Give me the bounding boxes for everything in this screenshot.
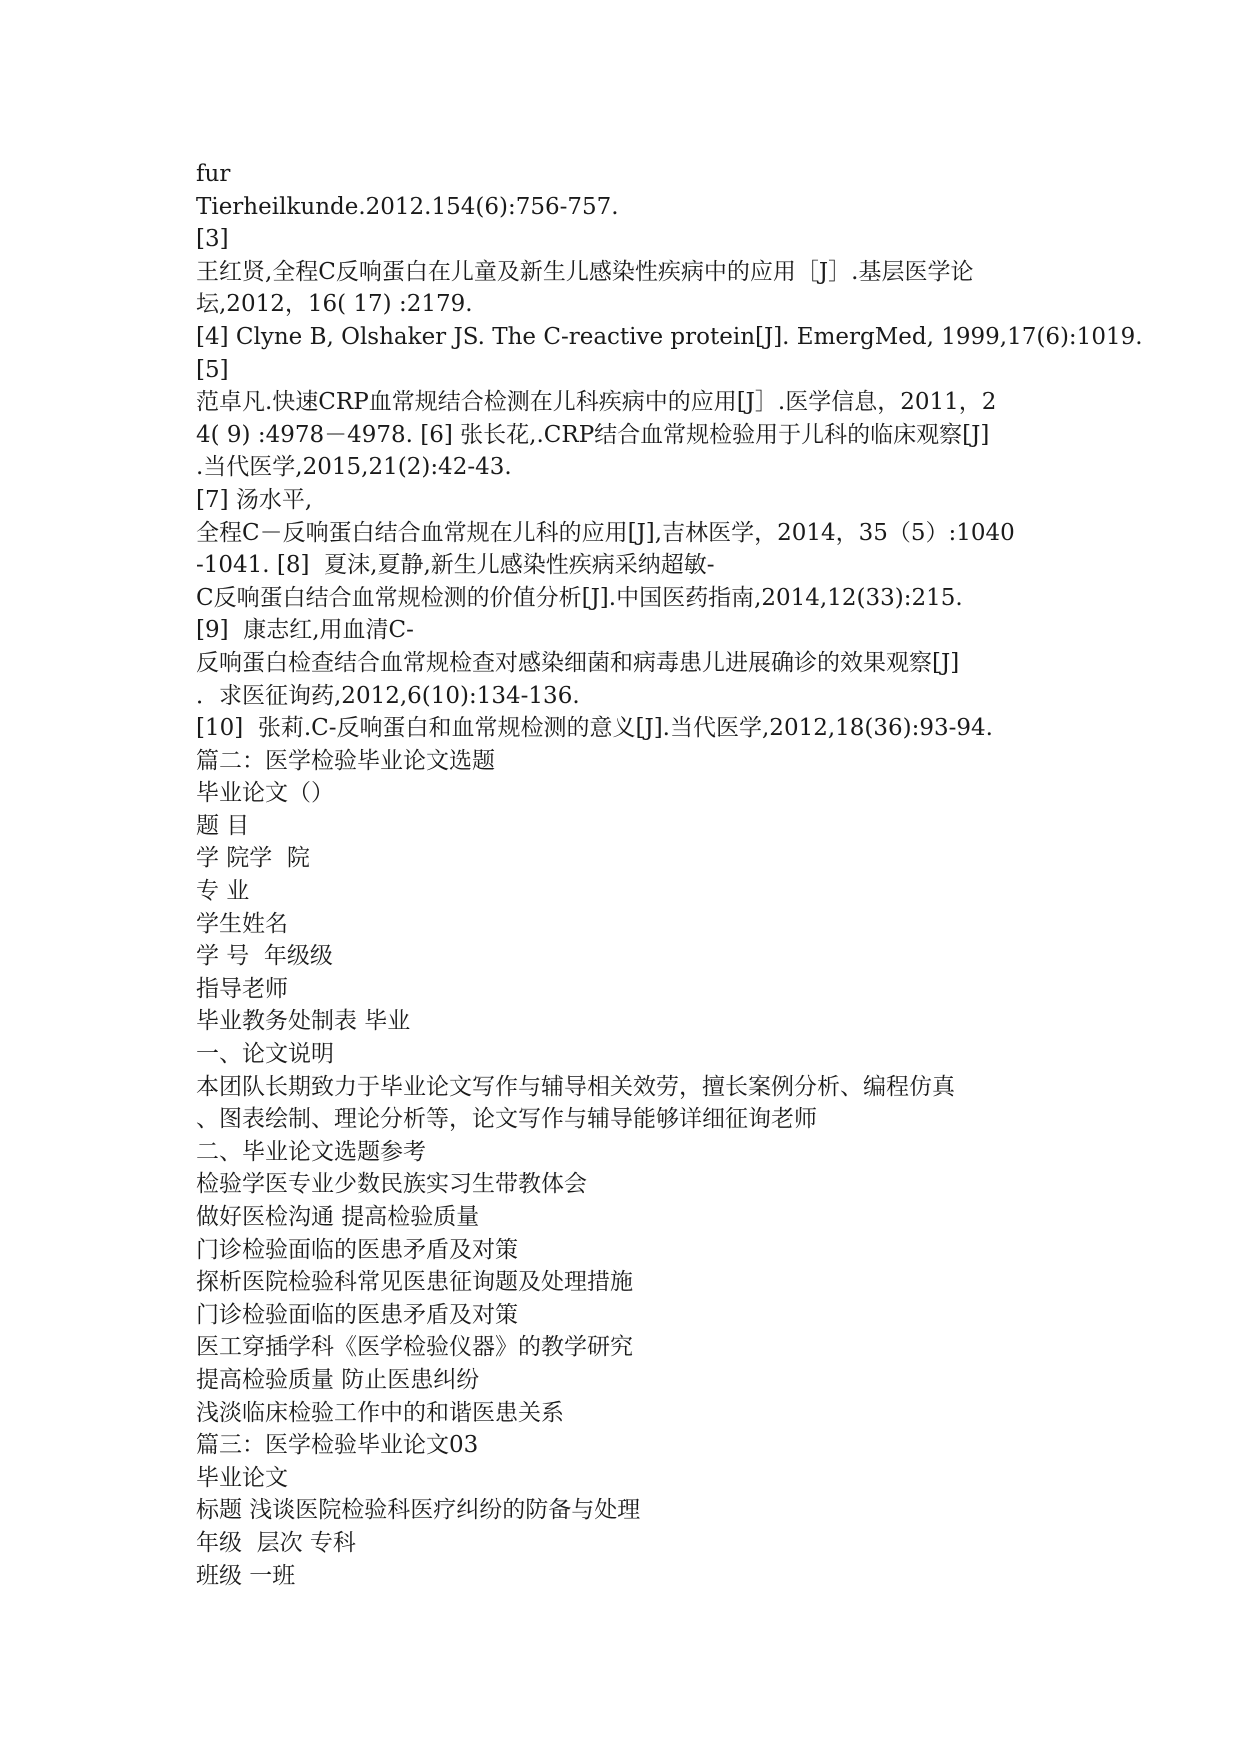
text-line: 学 号 年级级 — [196, 943, 333, 970]
text-line: .当代医学,2015,21(2):42-43. — [196, 454, 512, 481]
text-line: 坛,2012，16( 17) :2179. — [196, 291, 473, 318]
text-line: 探析医院检验科常见医患征询题及处理措施 — [196, 1269, 633, 1296]
text-line: [9] 康志红,用血清C- — [196, 617, 414, 644]
text-line: 做好医检沟通 提高检验质量 — [196, 1204, 480, 1230]
text-line: 浅淡临床检验工作中的和谐医患关系 — [196, 1399, 564, 1426]
text-line: [5] — [196, 356, 229, 383]
text-line: 本团队长期致力于毕业论文写作与辅导相关效劳，擅长案例分析、编程仿真 — [196, 1073, 955, 1100]
section-heading: 篇三：医学检验毕业论文03 — [196, 1432, 479, 1459]
text-line: [3] — [196, 226, 229, 253]
text-line: 学 院学 院 — [196, 845, 310, 872]
text-line: ．求医征询药,2012,6(10):134-136. — [196, 682, 580, 709]
text-line: 年级 层次 专科 — [196, 1529, 356, 1556]
text-line: 指导老师 — [196, 975, 288, 1002]
text-line: 反响蛋白检查结合血常规检查对感染细菌和病毒患儿进展确诊的效果观察[J] — [196, 649, 960, 676]
text-line: 毕业论文 — [196, 1464, 288, 1491]
text-line: [10] 张莉.C-反响蛋白和血常规检测的意义[J].当代医学,2012,18(36):93-94. — [196, 715, 993, 742]
text-line: 全程C－反响蛋白结合血常规在儿科的应用[J],吉林医学，2014，35（5）:1040 — [196, 519, 1015, 546]
text-line: 毕业论文（） — [196, 780, 334, 807]
text-line: 、图表绘制、理论分析等，论文写作与辅导能够详细征询老师 — [196, 1106, 817, 1133]
text-line: 二、毕业论文选题参考 — [196, 1138, 426, 1165]
text-line: 题 目 — [196, 812, 250, 839]
text-line: 门诊检验面临的医患矛盾及对策 — [196, 1301, 518, 1328]
text-line: 提高检验质量 防止医患纠纷 — [196, 1366, 480, 1393]
text-line: C反响蛋白结合血常规检测的价值分析[J].中国医药指南,2014,12(33):215. — [196, 584, 963, 611]
text-line: 标题 浅谈医院检验科医疗纠纷的防备与处理 — [196, 1497, 641, 1524]
text-line: Tierheilkunde.2012.154(6):756-757. — [196, 193, 619, 220]
text-line: 专 业 — [196, 878, 250, 905]
document-body — [196, 158, 1143, 1592]
text-line: 学生姓名 — [196, 910, 288, 937]
text-line: 检验学医专业少数民族实习生带教体会 — [196, 1171, 587, 1198]
text-line: [4] Clyne B, Olshaker JS. The C-reactive protein[J]. EmergMed, 1999,17(6):1019. — [196, 323, 1143, 350]
text-line: 范卓凡.快速CRP血常规结合检测在儿科疾病中的应用[J］.医学信息，2011，2 — [196, 389, 997, 416]
text-line: fur — [196, 161, 231, 187]
text-line: 4( 9) :4978－4978. [6] 张长花,.CRP结合血常规检验用于儿科的临床观察[J] — [196, 421, 990, 448]
text-line: 门诊检验面临的医患矛盾及对策 — [196, 1236, 518, 1263]
text-line: 毕业教务处制表 毕业 — [196, 1008, 411, 1035]
text-line: 一、论文说明 — [196, 1041, 334, 1068]
text-line: 医工穿插学科《医学检验仪器》的教学研究 — [196, 1334, 633, 1361]
text-line: 王红贤,全程C反响蛋白在儿童及新生儿感染性疾病中的应用［J］.基层医学论 — [196, 258, 974, 285]
text-line: 班级 一班 — [196, 1562, 296, 1589]
text-line: -1041. [8] 夏沫,夏静,新生儿感染性疾病采纳超敏- — [196, 552, 715, 579]
text-line: [7] 汤水平, — [196, 486, 313, 513]
section-heading: 篇二：医学检验毕业论文选题 — [196, 747, 495, 774]
